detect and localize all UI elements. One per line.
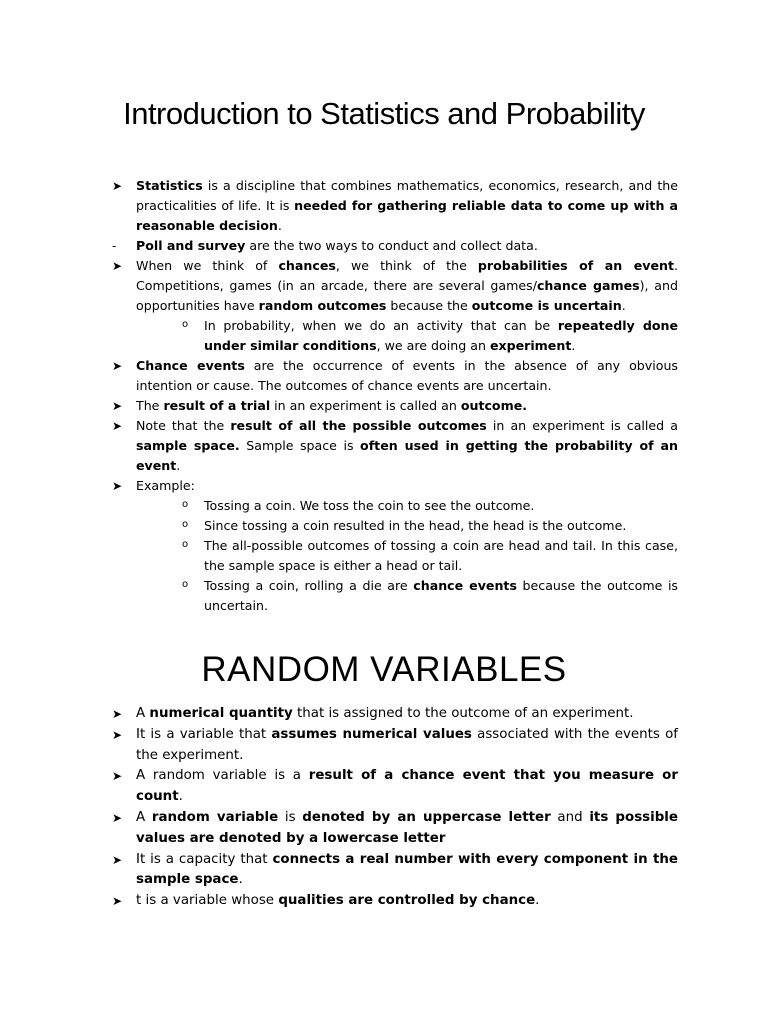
bullet-marker-icon: ➤	[112, 727, 123, 742]
intro-bullet-list	[112, 176, 678, 616]
sub-bullet-text	[204, 538, 678, 573]
bullet-text	[136, 768, 678, 804]
bold-text: qualities are controlled by chance	[278, 893, 536, 909]
bold-text: result of a chance event that you measure or count	[136, 768, 678, 805]
sub-bullet-list	[136, 316, 678, 356]
bullet-item	[112, 891, 678, 912]
bullet-item	[112, 236, 678, 256]
text-run: .	[621, 298, 626, 313]
bullet-item	[112, 176, 678, 236]
sub-bullet-item	[182, 316, 678, 356]
sub-bullet-text	[204, 318, 678, 353]
bullet-marker-icon: ➤	[112, 179, 123, 193]
bold-text: random outcomes	[258, 298, 387, 313]
bullet-marker-icon: ➤	[112, 852, 123, 867]
text-run: .	[571, 338, 576, 353]
bold-text: often used in getting the probability of an event	[136, 438, 678, 473]
text-run: . Competitions, games (in an arcade, there are several games/	[136, 258, 678, 293]
bullet-item	[112, 766, 678, 808]
bullet-text	[136, 418, 678, 473]
bullet-marker-icon: ➤	[112, 259, 123, 273]
bullet-marker-icon: ➤	[112, 479, 123, 493]
bullet-text	[136, 727, 678, 763]
text-run: .	[535, 893, 540, 909]
sub-bullet-text	[204, 578, 678, 613]
page-title: Introduction to Statistics and Probability	[123, 96, 645, 131]
bold-text: sample space.	[136, 438, 240, 453]
bold-text: repeatedly done under similar conditions	[204, 318, 679, 353]
text-run: is	[278, 809, 303, 825]
bold-text: outcome is uncertain	[471, 298, 622, 313]
bold-text: connects a real number with every component in the sample space	[136, 851, 678, 888]
bold-text: Chance events	[136, 358, 245, 373]
bold-text: experiment	[489, 338, 572, 353]
text-run: In probability, when we do an activity that can be	[204, 318, 558, 333]
bullet-marker-icon: ➤	[112, 894, 123, 909]
text-run: A	[136, 706, 150, 721]
bullet-item	[112, 850, 678, 892]
bullet-marker-icon: -	[112, 239, 117, 253]
text-run: Example:	[136, 478, 195, 493]
text-run: associated with the events of the experiment.	[136, 726, 678, 763]
bullet-text	[136, 852, 678, 888]
random-variables-bullet-list	[112, 704, 678, 912]
text-run: that is assigned to the outcome of an experiment.	[292, 706, 634, 721]
text-run: .	[176, 458, 181, 473]
text-run: and	[550, 809, 590, 825]
bullet-item	[112, 808, 678, 850]
text-run: .	[277, 218, 282, 233]
text-run: It is a capacity that	[136, 851, 273, 867]
bullet-item	[112, 704, 678, 725]
circle-bullet-icon: o	[182, 519, 189, 530]
bold-text: Statistics	[136, 178, 203, 193]
bullet-text	[136, 358, 678, 393]
bullet-item	[112, 476, 678, 616]
bullet-text	[136, 706, 634, 721]
text-run: ), and opportunities have	[136, 278, 678, 313]
bold-text: its possible values are denoted by a lowercase letter	[136, 809, 678, 846]
bold-text: outcome.	[460, 398, 528, 413]
text-run: Sample space is	[239, 438, 361, 453]
bullet-item	[112, 356, 678, 396]
text-run: , we think of the	[335, 258, 478, 273]
bullet-marker-icon: ➤	[112, 810, 123, 825]
circle-bullet-icon: o	[182, 579, 189, 590]
bold-text: random variable	[151, 809, 279, 825]
text-run: because the	[386, 298, 472, 313]
circle-bullet-icon: o	[182, 499, 189, 510]
sub-bullet-item	[182, 576, 678, 616]
bold-text: numerical quantity	[149, 706, 293, 721]
text-run: Since tossing a coin resulted in the head, the head is the outcome.	[204, 518, 627, 533]
bullet-marker-icon: ➤	[112, 359, 123, 373]
sub-bullet-text	[204, 518, 626, 533]
bullet-text	[136, 893, 539, 908]
text-run: are the occurrence of events in the absence of any obvious intention or cause. The outcomes of chance events are uncertain.	[136, 358, 678, 393]
bold-text: result of a trial	[163, 398, 271, 413]
bullet-text	[136, 810, 678, 846]
text-run: The all-possible outcomes of tossing a coin are head and tail. In this case, the sample space is either a head or tail.	[204, 538, 678, 573]
bullet-item	[112, 256, 678, 356]
text-run: are the two ways to conduct and collect data.	[245, 238, 538, 253]
circle-bullet-icon: o	[182, 539, 189, 550]
text-run: A	[136, 809, 152, 825]
text-run: .	[238, 872, 243, 888]
text-run: t is a variable whose	[136, 893, 279, 909]
text-run: The	[136, 398, 164, 413]
bullet-marker-icon: ➤	[112, 707, 123, 721]
sub-bullet-text	[204, 498, 534, 513]
bold-text: result of all the possible outcomes	[230, 418, 487, 433]
bold-text: denoted by an uppercase letter	[302, 809, 551, 825]
circle-bullet-icon: o	[182, 319, 189, 330]
bullet-item	[112, 396, 678, 416]
bullet-text	[136, 478, 195, 493]
bold-text: assumes numerical values	[271, 726, 472, 742]
text-run: in an experiment is called a	[486, 418, 678, 433]
text-run: Tossing a coin. We toss the coin to see the outcome.	[204, 498, 535, 513]
sub-bullet-item	[182, 496, 678, 516]
text-run: A random variable is a	[136, 768, 309, 784]
text-run: in an experiment is called an	[270, 398, 461, 413]
text-run: Note that the	[136, 418, 231, 433]
text-run: It is a variable that	[136, 726, 272, 742]
bold-text: chances	[278, 258, 336, 273]
bullet-text	[136, 398, 527, 413]
bold-text: chance games	[536, 278, 640, 293]
sub-bullet-list	[136, 496, 678, 616]
sub-bullet-item	[182, 536, 678, 576]
text-run: , we are doing an	[376, 338, 490, 353]
bold-text: Poll and survey	[136, 238, 246, 253]
bullet-text	[136, 178, 678, 233]
text-run: When we think of	[136, 258, 279, 273]
sub-bullet-item	[182, 516, 678, 536]
text-run: .	[178, 789, 183, 805]
bullet-item	[112, 725, 678, 767]
bullet-marker-icon: ➤	[112, 769, 123, 784]
bullet-text	[136, 238, 538, 253]
bold-text: chance events	[413, 578, 517, 593]
bullet-text	[136, 258, 678, 313]
text-run: Tossing a coin, rolling a die are	[204, 578, 414, 593]
section-title-random-variables: RANDOM VARIABLES	[201, 650, 567, 689]
bullet-item	[112, 416, 678, 476]
text-run: is a discipline that combines mathematics, economics, research, and the practicalities of life. It is	[136, 178, 678, 213]
bullet-marker-icon: ➤	[112, 419, 123, 433]
bold-text: needed for gathering reliable data to come up with a reasonable decision	[136, 198, 678, 233]
text-run: because the outcome is uncertain.	[204, 578, 678, 613]
bullet-marker-icon: ➤	[112, 399, 123, 413]
bold-text: probabilities of an event	[477, 258, 674, 273]
